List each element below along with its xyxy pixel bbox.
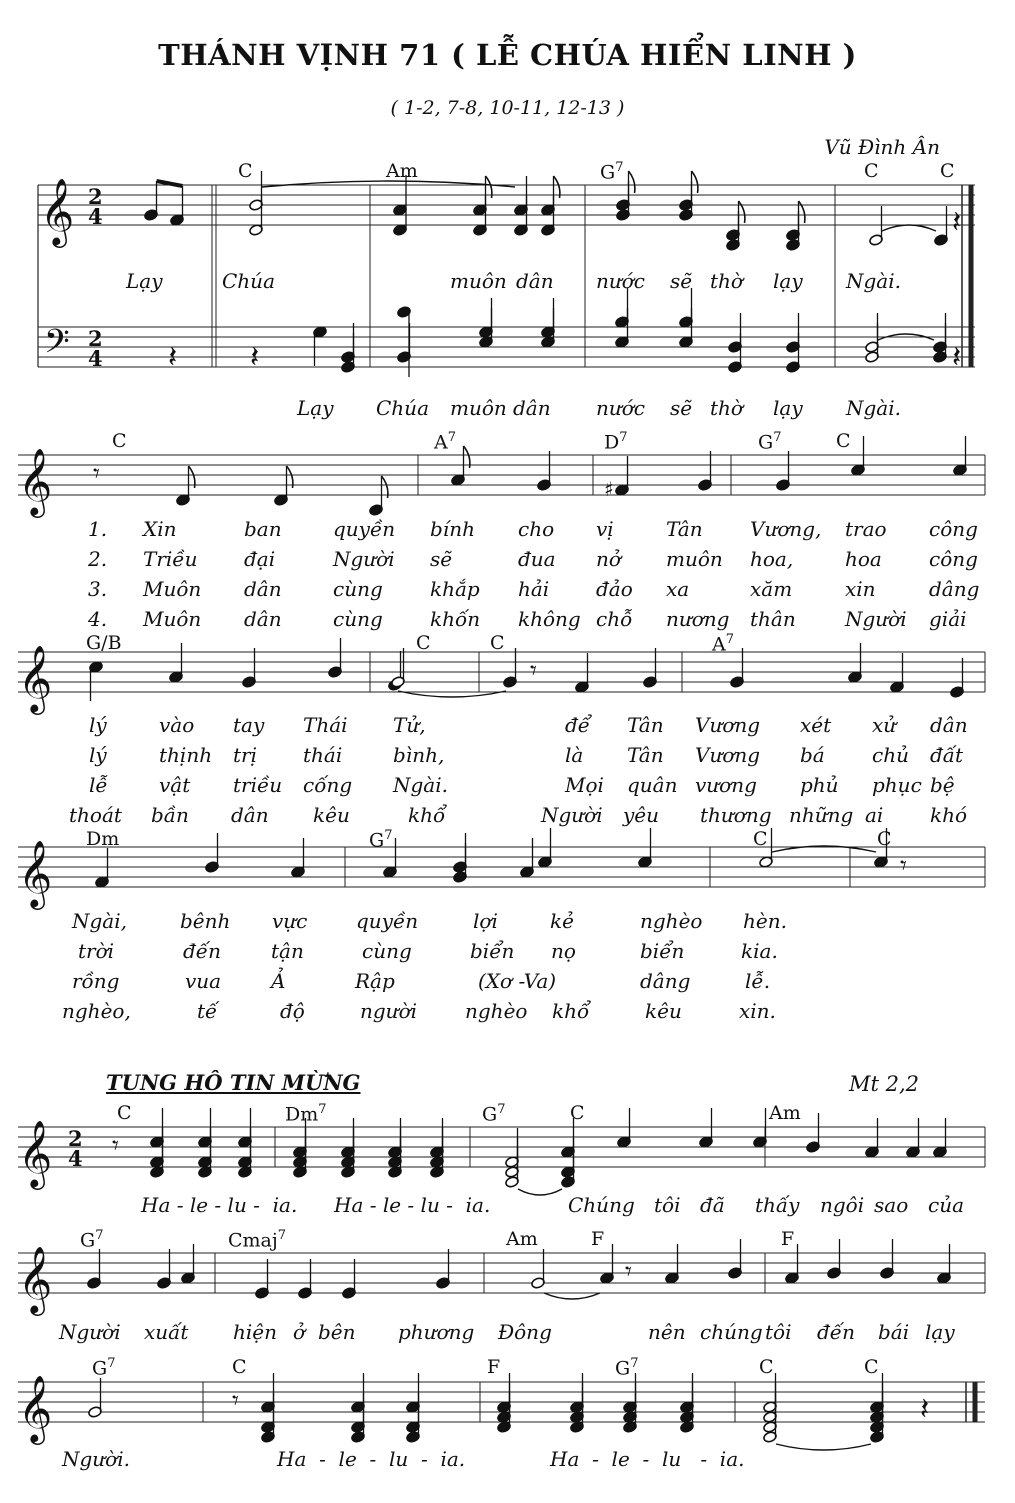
- verse-lyric: nọ: [551, 939, 576, 963]
- verse-chord: C: [836, 430, 851, 452]
- verse-lyric: dâng: [640, 969, 691, 993]
- verse-lyric: Muôn: [143, 577, 202, 601]
- verse-lyric: rồng: [72, 969, 120, 993]
- gospel-lyric: Ha - le - lu - ia.: [277, 1447, 466, 1471]
- refrain-lyric-upper: sẽ: [670, 269, 693, 293]
- refrain-chord: $G^7$: [600, 160, 624, 184]
- verse-lyric: cho: [518, 517, 555, 541]
- verse-chord: $G^7$: [758, 430, 782, 454]
- verse-lyric: trao: [845, 517, 887, 541]
- verse-lyric: dân: [244, 607, 282, 631]
- verse-lyric: Tân: [627, 743, 664, 767]
- verse-lyric: khốn: [430, 607, 481, 631]
- verse-lyric: Vương: [695, 743, 761, 767]
- refrain-lyric-upper: Chúa: [222, 269, 275, 293]
- refrain-lyric-upper: nước: [596, 269, 646, 293]
- verse-lyric: nở: [596, 547, 621, 571]
- verse-lyric: cống: [303, 773, 353, 797]
- verse-lyric: chỗ: [596, 607, 633, 631]
- verse-lyric: nghèo,: [62, 999, 131, 1023]
- time-signature-bottom: 4: [88, 204, 103, 229]
- gospel-lyric: ở: [293, 1320, 306, 1344]
- quarter-rest: 𝄽: [168, 340, 178, 375]
- quarter-rest: 𝄽: [952, 340, 962, 375]
- tie: [518, 1189, 562, 1195]
- time-signature-bottom: 4: [68, 1146, 83, 1171]
- bass-clef: 𝄢: [44, 323, 70, 369]
- verse-lyric: trị: [233, 743, 257, 767]
- time-signature-top: 2: [88, 326, 103, 351]
- composer: Vũ Đình Ân: [824, 135, 940, 159]
- eighth-rest: 𝄾: [232, 1386, 239, 1416]
- verse-lyric: tận: [271, 939, 304, 963]
- verse-lyric: vào: [159, 713, 195, 737]
- verse-lyric: vua: [185, 969, 222, 993]
- verse-chord: C: [753, 828, 768, 850]
- note-flag: [739, 201, 745, 223]
- verse-lyric: đất: [930, 743, 964, 767]
- gospel-chord: F: [487, 1356, 501, 1378]
- verse-lyric: hèn.: [743, 909, 787, 933]
- note-flag: [799, 201, 805, 223]
- verse-lyric: những: [789, 803, 854, 827]
- sharp-sign: ♯: [604, 477, 614, 501]
- verse-lyric: giải: [929, 607, 967, 631]
- gospel-reference: Mt 2,2: [848, 1072, 919, 1096]
- gospel-lyric: của: [928, 1193, 965, 1217]
- verse-chord: C: [877, 828, 892, 850]
- note-head: [393, 224, 408, 237]
- verse-lyric: nghèo: [640, 909, 703, 933]
- verse-lyric: công: [929, 547, 978, 571]
- verse-lyric: thân: [750, 607, 796, 631]
- verse-chord: C: [416, 632, 431, 654]
- verse-lyric: hoa: [845, 547, 882, 571]
- gospel-lyric: thấy: [755, 1193, 800, 1217]
- verse-lyric: kêu: [313, 803, 350, 827]
- note-head: [393, 204, 408, 217]
- verse-lyric: quân: [627, 773, 678, 797]
- verse-lyric: quyền: [333, 517, 396, 541]
- verse-lyric: Triều: [143, 547, 198, 571]
- gospel-lyric: Người.: [62, 1447, 130, 1471]
- verse-lyric: dâng: [929, 577, 980, 601]
- verse-chord: G/B: [86, 632, 122, 654]
- verse-lyric: dân: [244, 577, 282, 601]
- tie: [882, 225, 936, 231]
- verse-lyric: thương: [700, 803, 772, 827]
- refrain-bass-staff: [38, 327, 975, 367]
- time-signature-bottom: 4: [88, 346, 103, 371]
- gospel-chord: C: [759, 1356, 774, 1378]
- refrain-lyric-lower: Lạy: [297, 396, 334, 420]
- verse-lyric: cùng: [362, 939, 412, 963]
- verse-lyric: phục: [872, 773, 922, 797]
- verse-chord: $G^7$: [369, 828, 393, 852]
- verse-chord: C: [112, 430, 127, 452]
- verse-lyric: đại: [244, 547, 276, 571]
- quarter-rest: 𝄽: [952, 205, 962, 240]
- verse-lyric: xin.: [739, 999, 776, 1023]
- verse-lyric: Xin: [143, 517, 177, 541]
- gospel-chord: Am: [769, 1102, 801, 1124]
- verse-lyric: người: [360, 999, 418, 1023]
- verse-chord: $A^7$: [434, 430, 457, 454]
- verse-lyric: ban: [244, 517, 282, 541]
- time-signature-top: 2: [88, 184, 103, 209]
- verse-lyric: biển: [470, 939, 515, 963]
- gospel-lyric: phương: [398, 1320, 475, 1344]
- verse-lyric: Mọi: [565, 773, 604, 797]
- verse-lyric: độ: [280, 999, 305, 1023]
- verse-chord: $D^7$: [604, 430, 628, 454]
- verse-lyric: hải: [518, 577, 550, 601]
- verse-lyric: chủ: [872, 743, 909, 767]
- verse-lyric: tế: [197, 999, 218, 1023]
- gospel-chord: Cmaj$^7$: [228, 1228, 287, 1252]
- treble-clef: 𝄞: [18, 1374, 53, 1442]
- verse-lyric: bình,: [393, 743, 445, 767]
- quarter-rest: 𝄽: [920, 1392, 930, 1427]
- verse-lyric: triều: [233, 773, 283, 797]
- verse-lyric: dân: [231, 803, 269, 827]
- eighth-rest: 𝄾: [93, 459, 100, 489]
- treble-clef: 𝄞: [18, 1245, 53, 1313]
- verse-lyric: bá: [800, 743, 825, 767]
- refrain-lyric-lower: thờ: [710, 396, 743, 420]
- verse-lyric: Ngài,: [72, 909, 127, 933]
- gospel-lyric: Chúng: [568, 1193, 635, 1217]
- gospel-lyric: bái: [878, 1320, 910, 1344]
- note-flag: [692, 171, 698, 193]
- verse-lyric: trời: [78, 939, 115, 963]
- gospel-chord: $G^7$: [615, 1356, 639, 1380]
- verse-lyric: xét: [800, 713, 832, 737]
- verse-lyric: ai: [865, 803, 884, 827]
- verse-lyric: kêu: [645, 999, 682, 1023]
- eighth-rest: 𝄾: [530, 656, 537, 686]
- verse-lyric: xa: [666, 577, 690, 601]
- verse-lyric: lý: [89, 743, 107, 767]
- verse-lyric: kia.: [741, 939, 778, 963]
- gospel-chord: C: [864, 1356, 879, 1378]
- refrain-lyric-lower: Ngài.: [846, 396, 901, 420]
- verse-lyric: lễ.: [745, 969, 771, 993]
- verse-staff-2: [18, 652, 985, 692]
- gospel-lyric: Người: [59, 1320, 121, 1344]
- verse-lyric: khổ: [408, 803, 446, 827]
- verse-lyric: 2.: [88, 547, 108, 571]
- gospel-chord: C: [570, 1102, 585, 1124]
- refrain-lyric-upper: Lạy: [126, 269, 163, 293]
- treble-clef: 𝄞: [18, 839, 53, 907]
- refrain-lyric-upper: thờ: [710, 269, 743, 293]
- treble-clef: 𝄞: [40, 177, 75, 245]
- verse-lyric: vực: [272, 909, 308, 933]
- verse-lyric: hoa,: [750, 547, 794, 571]
- time-signature-top: 2: [68, 1126, 83, 1151]
- verse-lyric: khó: [930, 803, 968, 827]
- verse-lyric: Rập: [355, 969, 395, 993]
- verse-lyric: Người: [845, 607, 907, 631]
- refrain-chord: C: [864, 160, 879, 182]
- verse-lyric: muôn: [666, 547, 723, 571]
- verse-lyric: thái: [303, 743, 343, 767]
- verse-lyric: Tử,: [393, 713, 426, 737]
- eighth-rest: 𝄾: [112, 1131, 119, 1161]
- verse-lyric: tay: [233, 713, 265, 737]
- tie: [544, 1293, 600, 1299]
- treble-clef: 𝄞: [18, 1119, 53, 1187]
- verse-lyric: thịnh: [159, 743, 213, 767]
- verse-lyric: 3.: [88, 577, 108, 601]
- verse-lyric: khổ: [552, 999, 590, 1023]
- verse-lyric: kẻ: [550, 909, 574, 933]
- verse-lyric: (Xơ -Va): [478, 969, 557, 993]
- verse-lyric: Ngài.: [393, 773, 448, 797]
- refrain-lyric-lower: nước: [596, 396, 646, 420]
- gospel-chord: C: [232, 1356, 247, 1378]
- verse-lyric: xin: [845, 577, 876, 601]
- verse-lyric: cùng: [333, 607, 383, 631]
- verse-lyric: Người: [541, 803, 603, 827]
- gospel-lyric: tôi: [765, 1320, 792, 1344]
- verse-staff-3: [18, 847, 985, 887]
- verse-lyric: yêu: [623, 803, 660, 827]
- gospel-lyric: lạy: [925, 1320, 955, 1344]
- refrain-lyric-lower: Chúa: [376, 396, 429, 420]
- refrain-chord: C: [940, 160, 955, 182]
- quarter-rest: 𝄽: [250, 340, 260, 375]
- verse-lyric: 1.: [88, 517, 108, 541]
- refrain-lyric-upper: Ngài.: [846, 269, 901, 293]
- verse-range: ( 1-2, 7-8, 10-11, 12-13 ): [390, 97, 625, 119]
- verse-lyric: Tân: [666, 517, 703, 541]
- gospel-lyric: sao: [874, 1193, 909, 1217]
- verse-lyric: thoát: [69, 803, 122, 827]
- refrain-lyric-lower: dân: [513, 396, 551, 420]
- verse-lyric: lý: [89, 713, 107, 737]
- treble-clef: 𝄞: [18, 447, 53, 515]
- verse-lyric: 4.: [88, 607, 108, 631]
- verse-lyric: biển: [640, 939, 685, 963]
- verse-lyric: Ả: [271, 969, 286, 993]
- verse-lyric: đua: [518, 547, 556, 571]
- verse-chord: $A^7$: [712, 632, 735, 656]
- gospel-lyric: đến: [817, 1320, 855, 1344]
- verse-lyric: Thái: [303, 713, 348, 737]
- tie: [776, 1444, 871, 1450]
- gospel-chord: $G^7$: [482, 1102, 506, 1126]
- refrain-lyric-lower: lạy: [773, 396, 803, 420]
- gospel-lyric: nên: [648, 1320, 686, 1344]
- verse-chord: Dm: [86, 828, 120, 850]
- verse-lyric: dân: [930, 713, 968, 737]
- treble-clef: 𝄞: [18, 644, 53, 712]
- gospel-lyric: Ha - le - lu - ia.: [550, 1447, 745, 1471]
- gospel-heading: TUNG HÔ TIN MỪNG: [106, 1070, 361, 1095]
- refrain-lyric-upper: dân: [516, 269, 554, 293]
- verse-lyric: Vương,: [750, 517, 822, 541]
- verse-lyric: nghèo: [465, 999, 528, 1023]
- verse-lyric: Muôn: [143, 607, 202, 631]
- verse-lyric: phủ: [800, 773, 839, 797]
- gospel-chord: Dm$^7$: [285, 1102, 327, 1126]
- gospel-lyric: Ha - le - lu - ia.: [334, 1193, 491, 1217]
- gospel-lyric: đã: [700, 1193, 725, 1217]
- eighth-rest: 𝄾: [625, 1257, 632, 1287]
- verse-lyric: Vương: [695, 713, 761, 737]
- verse-lyric: không: [518, 607, 581, 631]
- refrain-lyric-lower: sẽ: [670, 396, 693, 420]
- verse-lyric: đảo: [596, 577, 633, 601]
- gospel-chord: Am: [506, 1228, 538, 1250]
- gospel-lyric: Đông: [498, 1320, 552, 1344]
- verse-chord: C: [490, 632, 505, 654]
- gospel-lyric: Ha - le - lu - ia.: [141, 1193, 298, 1217]
- gospel-chord: F: [781, 1228, 795, 1250]
- verse-lyric: bính: [430, 517, 475, 541]
- gospel-chord: $G^7$: [92, 1356, 116, 1380]
- gospel-lyric: tôi: [654, 1193, 681, 1217]
- verse-lyric: bệ: [930, 773, 955, 797]
- verse-staff-1: [18, 455, 985, 495]
- verse-lyric: xăm: [750, 577, 793, 601]
- refrain-lyric-lower: muôn: [450, 396, 507, 420]
- verse-lyric: lợi: [473, 909, 498, 933]
- verse-lyric: công: [929, 517, 978, 541]
- verse-lyric: lễ: [89, 773, 108, 797]
- gospel-chord: C: [117, 1102, 132, 1124]
- gospel-lyric: xuất: [144, 1320, 189, 1344]
- eighth-rest: 𝄾: [900, 851, 907, 881]
- refrain-chord: C: [238, 160, 253, 182]
- verse-lyric: sẽ: [430, 547, 453, 571]
- verse-lyric: cùng: [333, 577, 383, 601]
- page-title: THÁNH VỊNH 71 ( LỄ CHÚA HIỂN LINH ): [158, 38, 857, 72]
- gospel-lyric: bên: [318, 1320, 356, 1344]
- verse-lyric: vương: [695, 773, 757, 797]
- verse-lyric: là: [565, 743, 584, 767]
- verse-lyric: bênh: [180, 909, 231, 933]
- verse-lyric: để: [565, 713, 591, 737]
- refrain-chord: Am: [386, 160, 418, 182]
- gospel-lyric: hiện: [233, 1320, 277, 1344]
- verse-lyric: nương: [666, 607, 730, 631]
- gospel-chord: F: [591, 1228, 605, 1250]
- verse-lyric: bần: [151, 803, 189, 827]
- verse-lyric: khắp: [430, 577, 480, 601]
- gospel-lyric: chúng: [700, 1320, 763, 1344]
- gospel-chord: $G^7$: [80, 1228, 104, 1252]
- gospel-lyric: ngôi: [820, 1193, 865, 1217]
- verse-lyric: Người: [333, 547, 395, 571]
- refrain-lyric-upper: muôn: [450, 269, 507, 293]
- verse-lyric: đến: [183, 939, 221, 963]
- verse-lyric: quyền: [356, 909, 419, 933]
- note-flag: [629, 171, 635, 193]
- verse-lyric: vật: [159, 773, 191, 797]
- refrain-lyric-upper: lạy: [773, 269, 803, 293]
- verse-lyric: Tân: [627, 713, 664, 737]
- verse-lyric: xử: [872, 713, 897, 737]
- verse-lyric: vị: [596, 517, 614, 541]
